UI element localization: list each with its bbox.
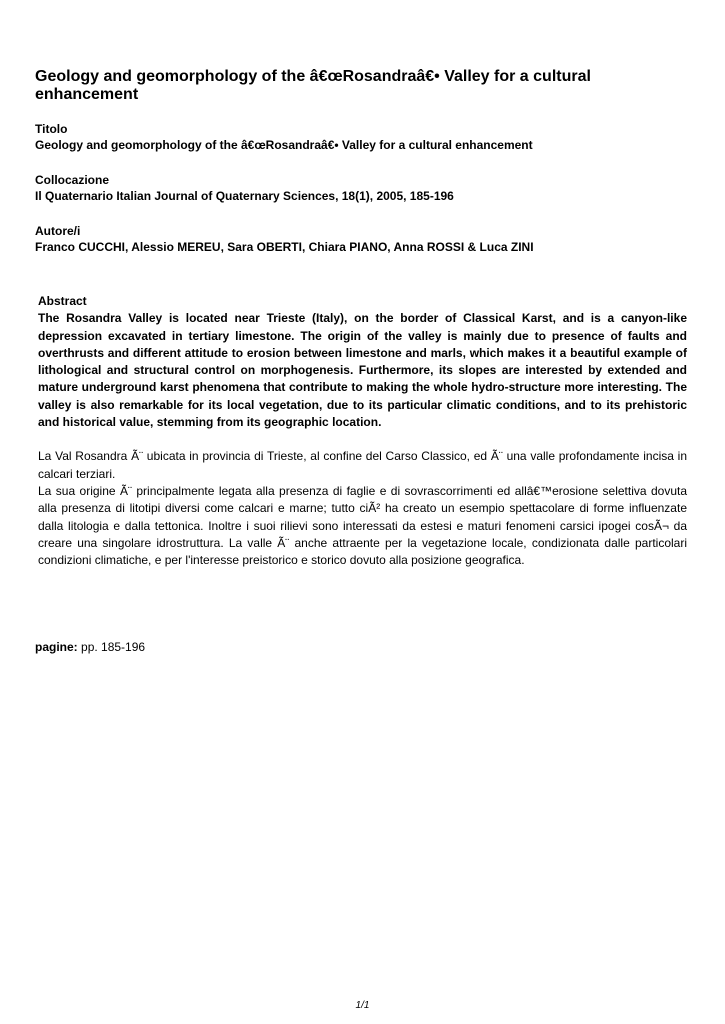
field-value: Franco CUCCHI, Alessio MEREU, Sara OBERTI, Chiara PIANO, Anna ROSSI & Luca ZINI [35, 240, 534, 254]
field-autori [35, 223, 695, 255]
abstract-heading: Abstract [38, 294, 87, 308]
pages-label: pagine: [35, 640, 78, 654]
field-label: Titolo [35, 122, 68, 136]
pages-value: pp. 185-196 [81, 640, 146, 654]
field-value: Geology and geomorphology of the â€œRosandraâ€• Valley for a cultural enhancement [35, 138, 533, 152]
field-label: Collocazione [35, 173, 110, 187]
abstract-italian-p2: La sua origine Ã¨ principalmente legata alla presenza di faglie e di sovrascorrimenti ed allâ€™erosione selettiva dovuta alla presenza di litotipi diversi come calcari e marne; tutto ciÃ² ha creato un esempio spettacolare di forme influenzate dalla litologia e dalla tettonica. Inoltre i suoi rilievi sono interessati da estesi e maturi fenomeni carsici ipogei cosÃ¬ da creare una singolare idrostruttura. La valle Ã¨ anche attraente per la vegetazione locale, condizionata dalle particolari condizioni climatiche, e per l'interesse preistorico e storico dovuto alla posizione geografica. [38, 483, 687, 568]
abstract-english: The Rosandra Valley is located near Trieste (Italy), on the border of Classical Karst, and is a canyon-like depression excavated in tertiary limestone. The origin of the valley is mainly due to presence of faults and overthrusts and different attitude to erosion between limestone and marls, which makes it a beautiful example of lithological and structural control on morphogenesis. Furthermore, its slopes are interested by extended and mature underground karst phenomena that contribute to making the whole hydro-structure more interesting. The valley is also remarkable for its local vegetation, due to its particular climatic conditions, and to its prehistoric and historical value, stemming from its geographic location. [38, 311, 687, 430]
field-titolo [35, 121, 695, 153]
field-value: Il Quaternario Italian Journal of Quaternary Sciences, 18(1), 2005, 185-196 [35, 189, 454, 203]
abstract-section [38, 293, 687, 569]
field-collocazione [35, 172, 695, 204]
abstract-italian-p1: La Val Rosandra Ã¨ ubicata in provincia di Trieste, al confine del Carso Classico, ed Ã¨ una valle profondamente incisa in calcari terziari. [38, 449, 687, 481]
page-number-footer: 1/1 [355, 1000, 370, 1011]
pages-info [35, 639, 145, 655]
field-label: Autore/i [35, 224, 81, 238]
document-title: Geology and geomorphology of the â€œRosandraâ€• Valley for a cultural enhancement [35, 68, 591, 103]
